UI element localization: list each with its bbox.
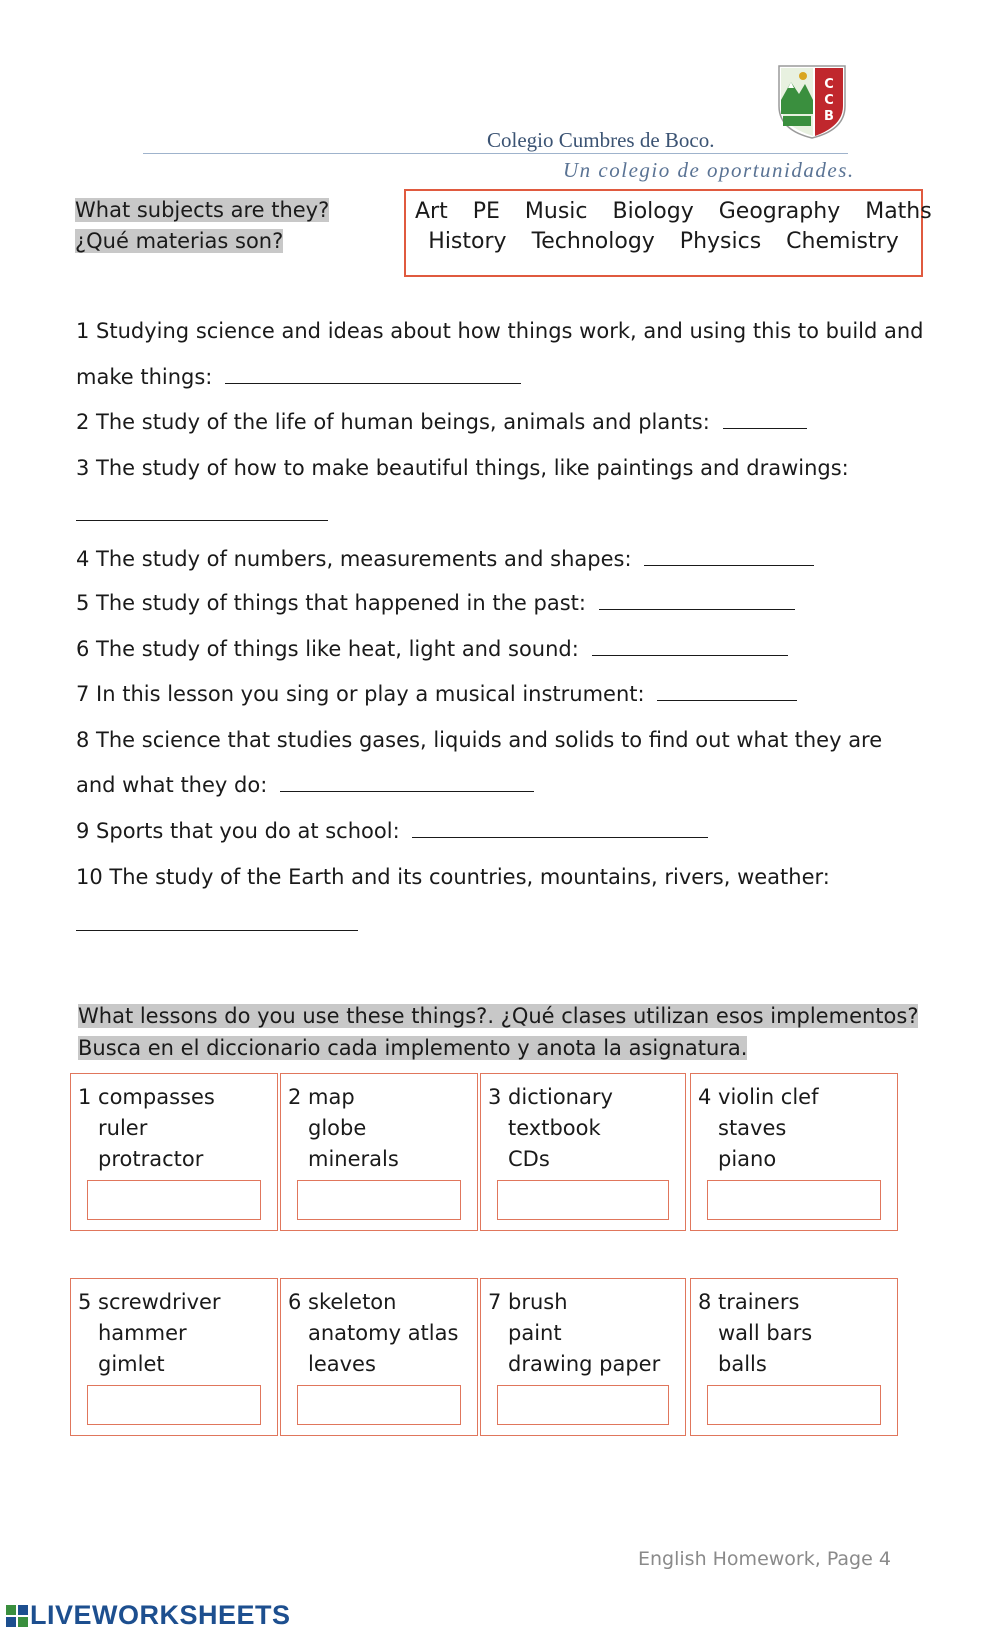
tool-box-6 bbox=[280, 1278, 478, 1436]
school-name: Colegio Cumbres de Boco. bbox=[487, 128, 715, 152]
word-physics: Physics bbox=[679, 229, 762, 254]
tool-box-1 bbox=[70, 1073, 278, 1231]
tool-box-7-line-3: drawing paper bbox=[508, 1352, 661, 1376]
tool-box-2-line-3: minerals bbox=[308, 1147, 399, 1171]
question-8-line-1: 8 The science that studies gases, liquids and solids to find out what they are bbox=[76, 728, 883, 752]
tool-box-1-line-2: ruler bbox=[98, 1116, 148, 1140]
answer-blank-4[interactable] bbox=[644, 547, 814, 566]
liveworksheets-brand[interactable] bbox=[6, 1600, 291, 1631]
word-music: Music bbox=[524, 199, 588, 224]
svg-text:C: C bbox=[824, 77, 834, 92]
answer-input-box-7[interactable] bbox=[497, 1385, 669, 1425]
tool-box-3-line-3: CDs bbox=[508, 1147, 550, 1171]
question-10-text: 10 The study of the Earth and its countries, mountains, rivers, weather: bbox=[76, 865, 830, 889]
answer-blank-3[interactable] bbox=[76, 520, 328, 521]
tool-box-8-line-2: wall bars bbox=[718, 1321, 813, 1345]
word-bank bbox=[404, 189, 932, 277]
answer-blank-5[interactable] bbox=[599, 591, 795, 610]
page-footer-label: English Homework, Page 4 bbox=[638, 1548, 891, 1570]
liveworksheets-brand-text: LIVEWORKSHEETS bbox=[30, 1600, 291, 1630]
tool-box-3 bbox=[480, 1073, 686, 1231]
question-1-line-2 bbox=[76, 365, 521, 389]
tool-box-4 bbox=[690, 1073, 898, 1231]
answer-input-box-8[interactable] bbox=[707, 1385, 881, 1425]
word-maths: Maths bbox=[865, 199, 932, 224]
tool-box-6-line-3: leaves bbox=[308, 1352, 376, 1376]
question-6 bbox=[76, 637, 788, 661]
tool-box-6-line-1: 6 skeleton bbox=[288, 1290, 397, 1314]
tool-box-1-line-1: 1 compasses bbox=[78, 1085, 215, 1109]
question-1-text: make things: bbox=[76, 365, 213, 389]
answer-blank-8[interactable] bbox=[280, 773, 534, 792]
tool-box-5 bbox=[70, 1278, 278, 1436]
question-8-text: and what they do: bbox=[76, 773, 268, 797]
tool-box-8-line-1: 8 trainers bbox=[698, 1290, 800, 1314]
tool-box-7 bbox=[480, 1278, 686, 1436]
answer-blank-7[interactable] bbox=[657, 682, 797, 701]
question-6-text: 6 The study of things like heat, light and sound: bbox=[76, 637, 579, 661]
svg-text:B: B bbox=[824, 109, 834, 124]
word-bank-row-1 bbox=[406, 199, 932, 224]
section2-title-line-1: What lessons do you use these things?. ¿Qué clases utilizan esos implementos? bbox=[78, 1004, 919, 1028]
answer-input-box-6[interactable] bbox=[297, 1385, 461, 1425]
tool-box-4-line-1: 4 violin clef bbox=[698, 1085, 819, 1109]
question-2-text: 2 The study of the life of human beings, animals and plants: bbox=[76, 410, 710, 434]
tool-box-6-line-2: anatomy atlas bbox=[308, 1321, 459, 1345]
question-7-text: 7 In this lesson you sing or play a musical instrument: bbox=[76, 682, 645, 706]
svg-text:C: C bbox=[824, 93, 834, 108]
question-9-text: 9 Sports that you do at school: bbox=[76, 819, 400, 843]
tool-box-7-line-1: 7 brush bbox=[488, 1290, 568, 1314]
question-4 bbox=[76, 547, 814, 571]
question-5-text: 5 The study of things that happened in the past: bbox=[76, 591, 586, 615]
tool-box-4-line-2: staves bbox=[718, 1116, 787, 1140]
liveworksheets-logo-icon bbox=[6, 1605, 28, 1627]
word-biology: Biology bbox=[612, 199, 694, 224]
answer-blank-9[interactable] bbox=[412, 819, 708, 838]
answer-input-box-4[interactable] bbox=[707, 1180, 881, 1220]
answer-blank-1[interactable] bbox=[225, 365, 521, 384]
answer-input-box-3[interactable] bbox=[497, 1180, 669, 1220]
school-crest-logo bbox=[775, 60, 849, 140]
section1-title-en: What subjects are they? bbox=[75, 198, 330, 222]
tool-box-2 bbox=[280, 1073, 478, 1231]
question-7 bbox=[76, 682, 797, 706]
word-technology: Technology bbox=[531, 229, 655, 254]
tool-box-3-line-1: 3 dictionary bbox=[488, 1085, 613, 1109]
tool-box-7-line-2: paint bbox=[508, 1321, 562, 1345]
tool-box-3-line-2: textbook bbox=[508, 1116, 601, 1140]
answer-blank-10[interactable] bbox=[76, 930, 358, 931]
answer-input-box-5[interactable] bbox=[87, 1385, 261, 1425]
question-9 bbox=[76, 819, 708, 843]
answer-input-box-1[interactable] bbox=[87, 1180, 261, 1220]
tool-box-5-line-3: gimlet bbox=[98, 1352, 165, 1376]
word-pe: PE bbox=[472, 199, 500, 224]
question-3-text: 3 The study of how to make beautiful things, like paintings and drawings: bbox=[76, 456, 849, 480]
section2-title bbox=[78, 1000, 918, 1064]
word-bank-row-2 bbox=[406, 229, 921, 254]
answer-blank-2[interactable] bbox=[723, 410, 807, 429]
tool-box-5-line-2: hammer bbox=[98, 1321, 187, 1345]
school-motto: Un colegio de oportunidades. bbox=[563, 158, 855, 182]
section1-title-es: ¿Qué materias son? bbox=[75, 229, 284, 253]
question-8-line-2 bbox=[76, 773, 534, 797]
word-chemistry: Chemistry bbox=[786, 229, 899, 254]
word-art: Art bbox=[415, 199, 448, 224]
word-geography: Geography bbox=[718, 199, 841, 224]
tool-box-4-line-3: piano bbox=[718, 1147, 777, 1171]
question-4-text: 4 The study of numbers, measurements and shapes: bbox=[76, 547, 632, 571]
question-5 bbox=[76, 591, 795, 615]
word-history: History bbox=[428, 229, 507, 254]
question-1-line-1: 1 Studying science and ideas about how things work, and using this to build and bbox=[76, 319, 924, 343]
answer-input-box-2[interactable] bbox=[297, 1180, 461, 1220]
tool-box-8 bbox=[690, 1278, 898, 1436]
tool-box-2-line-1: 2 map bbox=[288, 1085, 355, 1109]
tool-box-8-line-3: balls bbox=[718, 1352, 767, 1376]
tool-box-1-line-3: protractor bbox=[98, 1147, 204, 1171]
header-divider bbox=[143, 153, 848, 154]
question-2 bbox=[76, 410, 807, 434]
section2-title-line-2: Busca en el diccionario cada implemento y anota la asignatura. bbox=[78, 1036, 748, 1060]
section1-title bbox=[75, 195, 329, 257]
tool-box-5-line-1: 5 screwdriver bbox=[78, 1290, 221, 1314]
tool-box-2-line-2: globe bbox=[308, 1116, 367, 1140]
answer-blank-6[interactable] bbox=[592, 637, 788, 656]
